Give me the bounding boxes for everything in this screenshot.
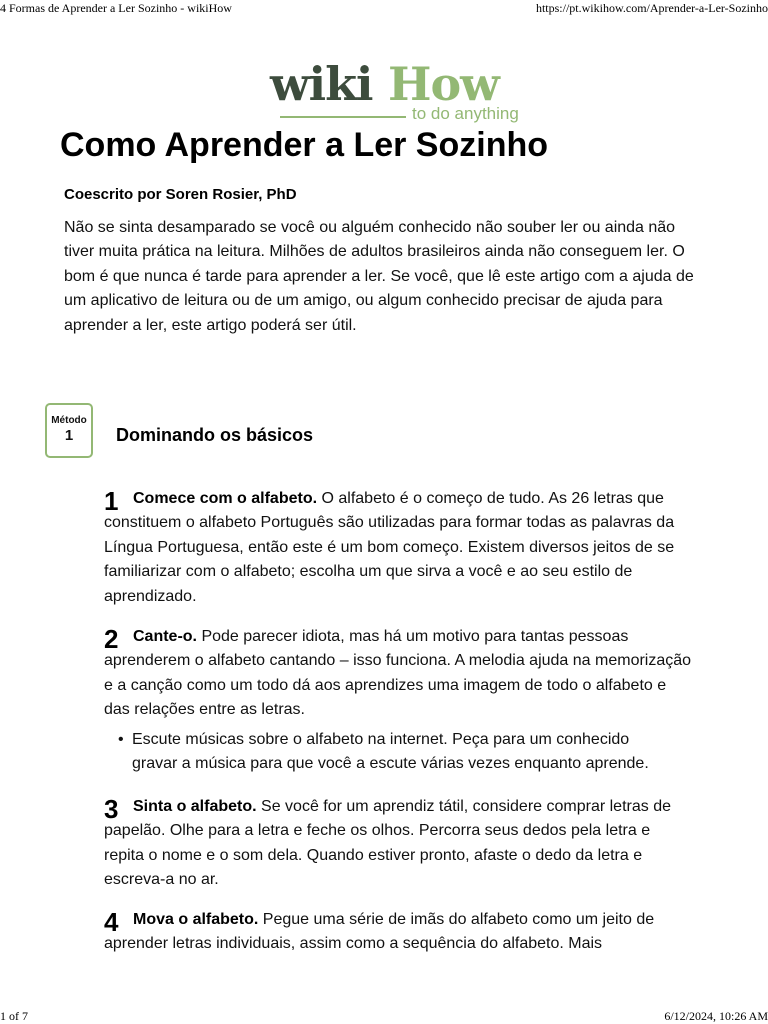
method-number: 1 xyxy=(64,427,74,444)
step-body xyxy=(104,908,694,956)
step-2 xyxy=(104,625,694,723)
step-lead: Cante-o. xyxy=(133,628,197,645)
logo-how-text: How xyxy=(388,57,499,111)
step-text: Pode parecer idiota, mas há um motivo para tantas pessoas aprenderem o alfabeto cantando – isso funciona. A melodia ajuda na memorização e a canção como um todo dá aos aprendizes uma imagem de todo o alfabeto e das relações entre as letras. xyxy=(104,628,692,719)
step-text: O alfabeto é o começo de tudo. As 26 letras que constituem o alfabeto Português são utilizadas para formar todas as palavras da Língua Portuguesa, então este é um bom começo. Existem diversos jeitos de se familiarizar com o alfabeto; escolha um que sirva a você e ao seu estilo de aprendizado. xyxy=(104,490,675,605)
step-lead: Comece com o alfabeto. xyxy=(133,490,318,507)
article-title: Como Aprender a Ler Sozinho xyxy=(60,126,549,164)
step-body xyxy=(104,487,694,609)
step-number: 4 xyxy=(104,908,119,937)
step-3 xyxy=(104,795,694,893)
print-page-title: 4 Formas de Aprender a Ler Sozinho - wikiHow xyxy=(0,1,232,15)
print-footer xyxy=(0,1008,768,1024)
article-intro: Não se sinta desamparado se você ou alguém conhecido não souber ler ou ainda não tiver muita prática na leitura. Milhões de adultos brasileiros ainda não conseguem ler. O bom é que nunca é tarde para aprender a ler. Se você, que lê este artigo com a ajuda de um aplicativo de leitura ou de um amigo, ou algum conhecido precisar de ajuda para aprender a ler, este artigo poderá ser útil. xyxy=(64,219,694,334)
method-label: Método xyxy=(51,415,87,426)
step-4 xyxy=(104,908,694,956)
logo-wiki-text: wiki xyxy=(270,57,373,111)
step-number: 1 xyxy=(104,486,119,516)
print-datetime: 6/12/2024, 10:26 AM xyxy=(664,1009,768,1023)
method-badge xyxy=(45,403,93,458)
logo-underline xyxy=(280,116,406,118)
logo-tagline: to do anything xyxy=(412,104,519,123)
step-text: Se você for um aprendiz tátil, considere comprar letras de papelão. Olhe para a letra e feche os olhos. Percorra seus dedos pela letra e repita o nome e o som dela. Quando estiver pronto, afaste o dedo da letra e escreva-a no ar. xyxy=(104,798,671,889)
step-2-tip xyxy=(118,728,678,776)
step-lead: Sinta o alfabeto. xyxy=(133,798,257,815)
step-number: 3 xyxy=(104,794,119,824)
tip-text: Escute músicas sobre o alfabeto na internet. Peça para um conhecido gravar a música para que você a escute várias vezes enquanto aprende. xyxy=(132,731,649,772)
step-body xyxy=(104,625,694,723)
method-title: Dominando os básicos xyxy=(116,425,314,445)
bullet-dot: • xyxy=(118,731,124,748)
print-header xyxy=(0,0,768,16)
print-url: https://pt.wikihow.com/Aprender-a-Ler-Sozinho xyxy=(535,1,768,15)
print-page-count: 1 of 7 xyxy=(0,1009,28,1023)
article-byline: Coescrito por Soren Rosier, PhD xyxy=(64,186,297,203)
step-number: 2 xyxy=(104,624,119,654)
step-1 xyxy=(104,487,694,609)
step-body xyxy=(104,795,694,893)
step-text: Pegue uma série de imãs do alfabeto como um jeito de aprender letras individuais, assim como a sequência do alfabeto. Mais xyxy=(104,911,655,953)
step-lead: Mova o alfabeto. xyxy=(133,911,259,928)
wikihow-logo[interactable] xyxy=(268,57,519,124)
